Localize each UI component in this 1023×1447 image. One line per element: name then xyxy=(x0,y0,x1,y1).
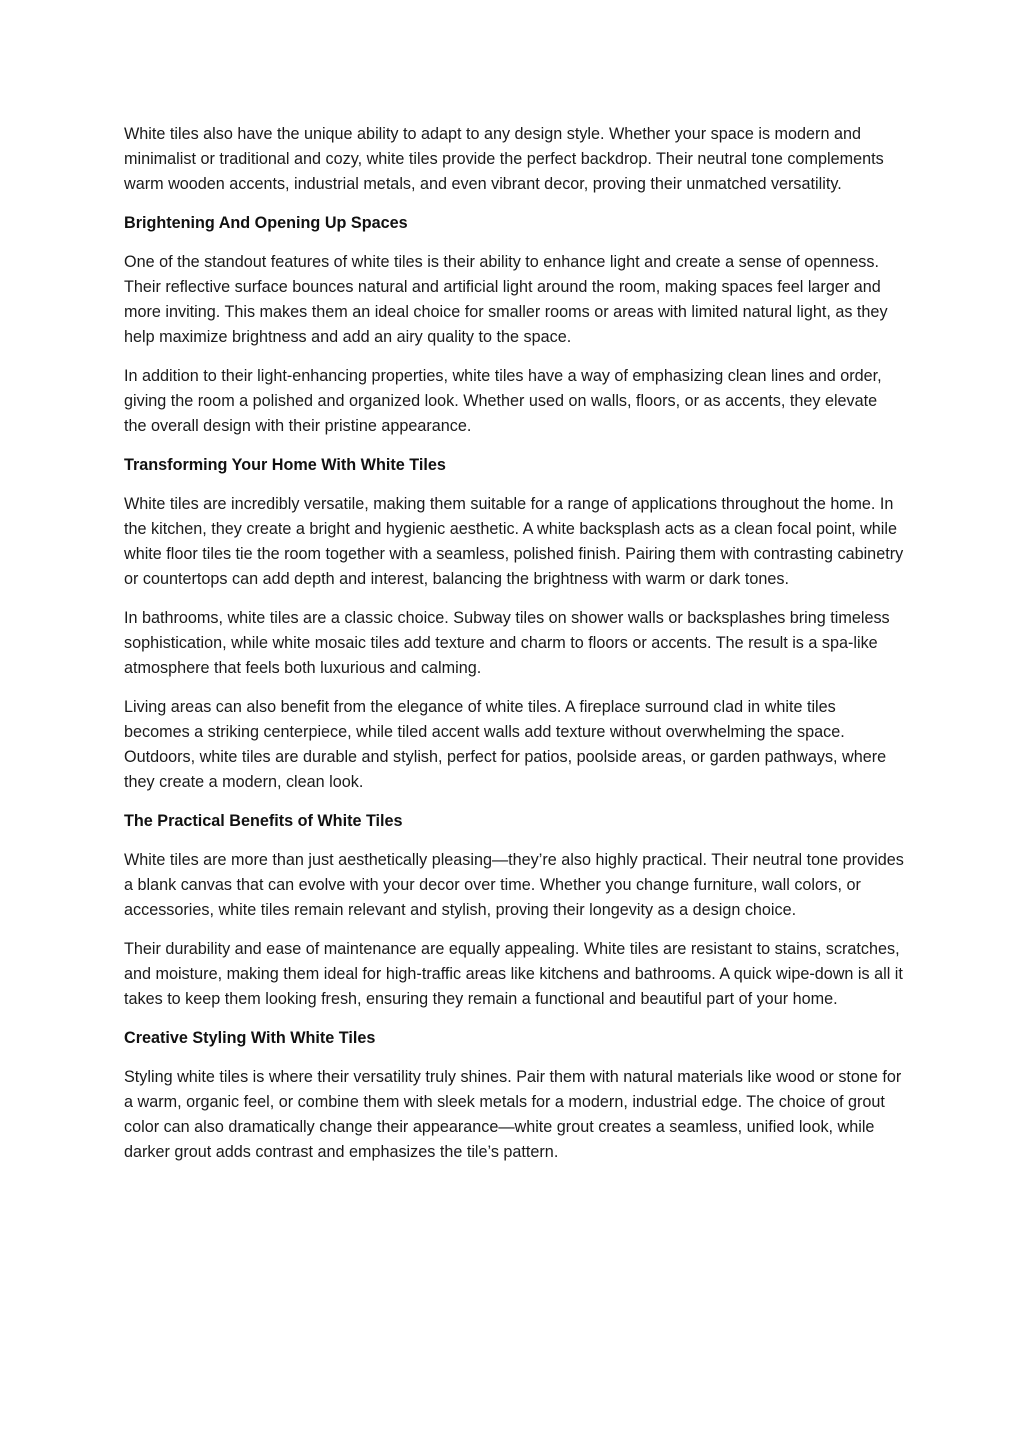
paragraph-kitchen: White tiles are incredibly versatile, making them suitable for a range of applications throughout the home. In the kitchen, they create a bright and hygienic aesthetic. A white backsplash acts as a clean focal point, while white floor tiles tie the room together with a seamless, polished finish. Pairing them with contrasting cabinetry or countertops can add depth and interest, balancing the brightness with warm or dark tones. xyxy=(124,495,904,588)
paragraph-practical: White tiles are more than just aesthetically pleasing—they’re also highly practical. Their neutral tone provides a blank canvas that can evolve with your decor over time. Whether you change furniture, wall colors, or accessories, white tiles remain relevant and stylish, proving their longevity as a design choice. xyxy=(124,851,904,919)
paragraph-light-openness: One of the standout features of white tiles is their ability to enhance light and create a sense of openness. Their reflective surface bounces natural and artificial light around the room, making spaces feel larger and more inviting. This makes them an ideal choice for smaller rooms or areas with limited natural light, as they help maximize brightness and add an airy quality to the space. xyxy=(124,253,888,346)
paragraph-bathrooms: In bathrooms, white tiles are a classic choice. Subway tiles on shower walls or backsplashes bring timeless sophistication, while white mosaic tiles add texture and charm to floors or accents. The result is a spa-like atmosphere that feels both luxurious and calming. xyxy=(124,609,890,677)
heading-transforming-home: Transforming Your Home With White Tiles xyxy=(124,456,446,474)
heading-brightening: Brightening And Opening Up Spaces xyxy=(124,214,408,232)
paragraph-living-areas: Living areas can also benefit from the elegance of white tiles. A fireplace surround clad in white tiles becomes a striking centerpiece, while tiled accent walls add texture without overwhelming the space. Outdoors, white tiles are durable and stylish, perfect for patios, poolside areas, or garden pathways, where they create a modern, clean look. xyxy=(124,698,887,791)
paragraph-durability: Their durability and ease of maintenance are equally appealing. White tiles are resistant to stains, scratches, and moisture, making them ideal for high-traffic areas like kitchens and bathrooms. A quick wipe-down is all it takes to keep them looking fresh, ensuring they remain a functional and beautiful part of your home. xyxy=(124,940,903,1008)
heading-creative-styling: Creative Styling With White Tiles xyxy=(124,1029,376,1047)
paragraph-adapt-style: White tiles also have the unique ability to adapt to any design style. Whether your space is modern and minimalist or traditional and cozy, white tiles provide the perfect backdrop. Their neutral tone complements warm wooden accents, industrial metals, and even vibrant decor, proving their unmatched versatility. xyxy=(124,125,884,193)
document-page xyxy=(124,122,904,1179)
paragraph-styling: Styling white tiles is where their versatility truly shines. Pair them with natural materials like wood or stone for a warm, organic feel, or combine them with sleek metals for a modern, industrial edge. The choice of grout color can also dramatically change their appearance—white grout creates a seamless, unified look, while darker grout adds contrast and emphasizes the tile’s pattern. xyxy=(124,1068,902,1161)
heading-practical-benefits: The Practical Benefits of White Tiles xyxy=(124,812,403,830)
paragraph-clean-lines: In addition to their light-enhancing properties, white tiles have a way of emphasizing clean lines and order, giving the room a polished and organized look. Whether used on walls, floors, or as accents, they elevate the overall design with their pristine appearance. xyxy=(124,367,882,435)
